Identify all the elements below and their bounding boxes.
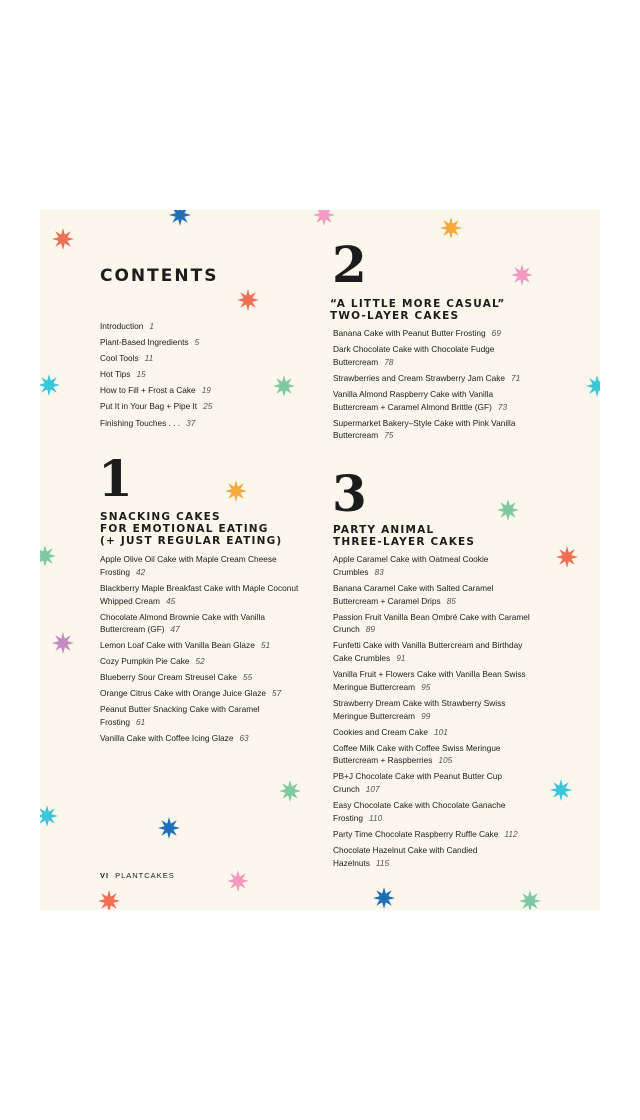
- toc-entry-title: Party Time Chocolate Raspberry Ruffle Cake: [333, 829, 499, 840]
- star-icon: [158, 817, 180, 839]
- toc-entry: [333, 611, 531, 637]
- toc-entry-title: Supermarket Bakery–Style Cake with Pink Vanilla Buttercream: [333, 417, 516, 441]
- chapter3-numeral: 3: [332, 464, 367, 523]
- toc-entry-title: Cookies and Cream Cake: [333, 726, 428, 737]
- contents-title: CONTENTS: [100, 266, 219, 286]
- toc-entry: [333, 799, 531, 825]
- toc-entry-title: Orange Citrus Cake with Orange Juice Glaze: [100, 688, 267, 699]
- toc-entry: [100, 671, 300, 684]
- toc-entry: [100, 384, 290, 397]
- toc-entry: [333, 668, 531, 694]
- toc-entry: [333, 388, 531, 414]
- star-icon: [586, 375, 600, 397]
- star-icon: [273, 375, 295, 397]
- chapter1-numeral: 1: [98, 449, 133, 508]
- toc-entry: [333, 327, 531, 340]
- toc-entry-page: 101: [434, 726, 448, 737]
- toc-entry-title: Apple Olive Oil Cake with Maple Cream Cheese Frosting: [100, 554, 277, 577]
- toc-entry-title: Apple Caramel Cake with Oatmeal Cookie Crumbles: [333, 554, 489, 577]
- toc-entry-title: Chocolate Hazelnut Cake with Candied Hazelnuts: [333, 845, 478, 868]
- star-icon: [440, 217, 462, 239]
- toc-entry-page: 107: [365, 784, 380, 795]
- page-footer: [100, 871, 175, 880]
- toc-entry: [100, 732, 300, 745]
- toc-entry-page: 110: [368, 813, 383, 824]
- toc-entry-page: 85: [446, 595, 456, 606]
- toc-entry-title: Dark Chocolate Cake with Chocolate Fudge Buttercream: [333, 343, 495, 367]
- toc-entry-title: PB+J Chocolate Cake with Peanut Butter Cup Crunch: [333, 771, 503, 795]
- star-icon: [237, 289, 259, 311]
- chapter1-heading: [100, 511, 300, 547]
- star-icon: [98, 890, 120, 910]
- star-icon: [52, 228, 74, 250]
- toc-entry-title: Vanilla Cake with Coffee Icing Glaze: [100, 733, 234, 744]
- toc-entry-title: How to Fill + Frost a Cake: [100, 385, 196, 396]
- toc-entry-page: 19: [201, 385, 211, 396]
- toc-entry-page: 99: [421, 710, 431, 721]
- chapter-heading-line: SNACKING CAKES: [100, 511, 221, 523]
- chapter1-list: [100, 553, 300, 748]
- toc-entry-title: Funfetti Cake with Vanilla Buttercream and Birthday Cake Crumbles: [333, 640, 523, 664]
- toc-entry-title: Coffee Milk Cake with Coffee Swiss Meringue Buttercream + Raspberries: [333, 742, 501, 766]
- star-icon: [519, 890, 541, 910]
- toc-entry-title: Blueberry Sour Cream Streusel Cake: [100, 672, 237, 683]
- chapter2-list: [333, 327, 531, 445]
- book-title: PLANTCAKES: [115, 871, 175, 880]
- toc-entry-page: 83: [374, 566, 384, 577]
- star-icon: [40, 545, 56, 567]
- toc-entry-page: 37: [186, 417, 196, 428]
- toc-entry: [100, 417, 290, 430]
- toc-entry-title: Strawberries and Cream Strawberry Jam Cake: [333, 372, 505, 383]
- toc-entry: [100, 336, 290, 349]
- star-icon: [279, 780, 301, 802]
- chapter-heading-line: FOR EMOTIONAL EATING: [100, 523, 269, 535]
- star-icon: [225, 480, 247, 502]
- toc-entry-title: Lemon Loaf Cake with Vanilla Bean Glaze: [100, 640, 255, 651]
- toc-entry-page: 69: [491, 328, 501, 338]
- toc-entry: [333, 417, 531, 443]
- toc-entry: [100, 639, 300, 652]
- toc-entry-title: Strawberry Dream Cake with Strawberry Swiss Meringue Buttercream: [333, 697, 506, 721]
- intro-list: [100, 320, 290, 433]
- toc-entry-page: 61: [135, 717, 146, 728]
- chapter-heading-line: (+ JUST REGULAR EATING): [100, 535, 283, 547]
- toc-entry: [100, 368, 290, 381]
- toc-entry-title: Vanilla Almond Raspberry Cake with Vanilla Buttercream + Caramel Almond Brittle (GF): [333, 388, 494, 412]
- toc-entry-page: 55: [242, 672, 253, 683]
- toc-entry-page: 47: [170, 624, 180, 635]
- toc-entry: [100, 582, 300, 608]
- chapter2-numeral: 2: [332, 235, 367, 294]
- toc-entry: [100, 687, 300, 700]
- toc-entry-page: 89: [365, 624, 375, 635]
- toc-entry-title: Peanut Butter Snacking Cake with Caramel Frosting: [100, 704, 260, 728]
- toc-entry-title: Plant-Based Ingredients: [100, 337, 189, 348]
- toc-entry-title: Easy Chocolate Cake with Chocolate Ganache Frosting: [333, 800, 506, 824]
- toc-entry-page: 57: [272, 688, 282, 699]
- toc-entry-title: Banana Cake with Peanut Butter Frosting: [333, 328, 486, 338]
- star-icon: [52, 632, 74, 654]
- star-icon: [40, 374, 60, 396]
- star-icon: [169, 210, 191, 226]
- toc-entry-page: 112: [504, 829, 518, 840]
- toc-entry: [100, 655, 300, 668]
- toc-entry-page: 45: [165, 595, 176, 606]
- toc-entry-page: 73: [497, 401, 508, 412]
- toc-entry-page: 5: [194, 337, 200, 348]
- toc-entry: [333, 343, 531, 369]
- toc-entry-page: 95: [421, 681, 431, 692]
- toc-entry-page: 115: [375, 857, 390, 868]
- toc-entry-page: 51: [260, 640, 271, 651]
- toc-entry-page: 75: [384, 430, 394, 441]
- toc-entry-title: Finishing Touches . . .: [100, 417, 181, 428]
- toc-entry-page: 25: [203, 401, 213, 412]
- toc-entry: [100, 352, 290, 365]
- star-icon: [373, 887, 395, 909]
- toc-entry-page: 63: [239, 733, 249, 744]
- toc-entry: [333, 697, 531, 723]
- toc-entry: [333, 828, 531, 841]
- toc-entry: [333, 742, 531, 768]
- toc-entry-title: Cozy Pumpkin Pie Cake: [100, 656, 190, 667]
- toc-entry-title: Cool Tools: [100, 353, 139, 364]
- toc-entry: [100, 553, 300, 579]
- toc-entry-page: 78: [384, 356, 394, 367]
- chapter3-list: [333, 553, 531, 873]
- chapter-heading-line: PARTY ANIMAL: [333, 524, 435, 536]
- toc-entry-title: Hot Tips: [100, 369, 131, 380]
- star-icon: [227, 870, 249, 892]
- chapter-heading-line: “A LITTLE MORE CASUAL”: [330, 298, 506, 310]
- toc-entry: [100, 400, 290, 413]
- chapter2-heading: [330, 298, 530, 322]
- toc-entry-page: 11: [144, 353, 154, 364]
- toc-entry: [100, 320, 290, 333]
- star-icon: [40, 805, 58, 827]
- toc-entry: [333, 582, 531, 608]
- chapter-heading-line: TWO-LAYER CAKES: [330, 310, 460, 322]
- toc-entry-page: 105: [438, 755, 453, 766]
- star-icon: [556, 546, 578, 568]
- toc-entry-title: Passion Fruit Vanilla Bean Ombré Cake with Caramel Crunch: [333, 611, 530, 635]
- toc-entry-title: Put It in Your Bag + Pipe It: [100, 401, 198, 412]
- toc-entry-page: 91: [396, 653, 406, 664]
- toc-entry: [333, 844, 531, 870]
- toc-entry: [100, 703, 300, 729]
- book-page: [40, 210, 600, 910]
- page-numeral: VI: [100, 871, 110, 880]
- toc-entry: [333, 553, 531, 579]
- toc-entry-page: 71: [511, 372, 521, 383]
- star-icon: [511, 264, 533, 286]
- toc-entry-title: Chocolate Almond Brownie Cake with Vanilla Buttercream (GF): [100, 611, 265, 635]
- toc-entry-title: Introduction: [100, 321, 144, 331]
- chapter3-heading: [333, 524, 533, 548]
- toc-entry: [333, 372, 531, 385]
- toc-entry-title: Blackberry Maple Breakfast Cake with Maple Coconut Whipped Cream: [100, 582, 299, 606]
- star-icon: [497, 499, 519, 521]
- toc-entry-title: Vanilla Fruit + Flowers Cake with Vanilla Bean Swiss Meringue Buttercream: [333, 669, 526, 692]
- toc-entry-page: 1: [149, 321, 154, 331]
- toc-entry: [333, 726, 531, 739]
- star-icon: [313, 210, 335, 226]
- toc-entry: [100, 611, 300, 637]
- toc-entry-page: 52: [195, 656, 205, 667]
- toc-entry: [333, 639, 531, 665]
- toc-entry-page: 42: [135, 566, 146, 577]
- toc-entry: [333, 770, 531, 796]
- chapter-heading-line: THREE-LAYER CAKES: [333, 536, 476, 548]
- star-icon: [550, 779, 572, 801]
- toc-entry-page: 15: [136, 369, 146, 380]
- toc-entry-title: Banana Caramel Cake with Salted Caramel Buttercream + Caramel Drips: [333, 582, 494, 606]
